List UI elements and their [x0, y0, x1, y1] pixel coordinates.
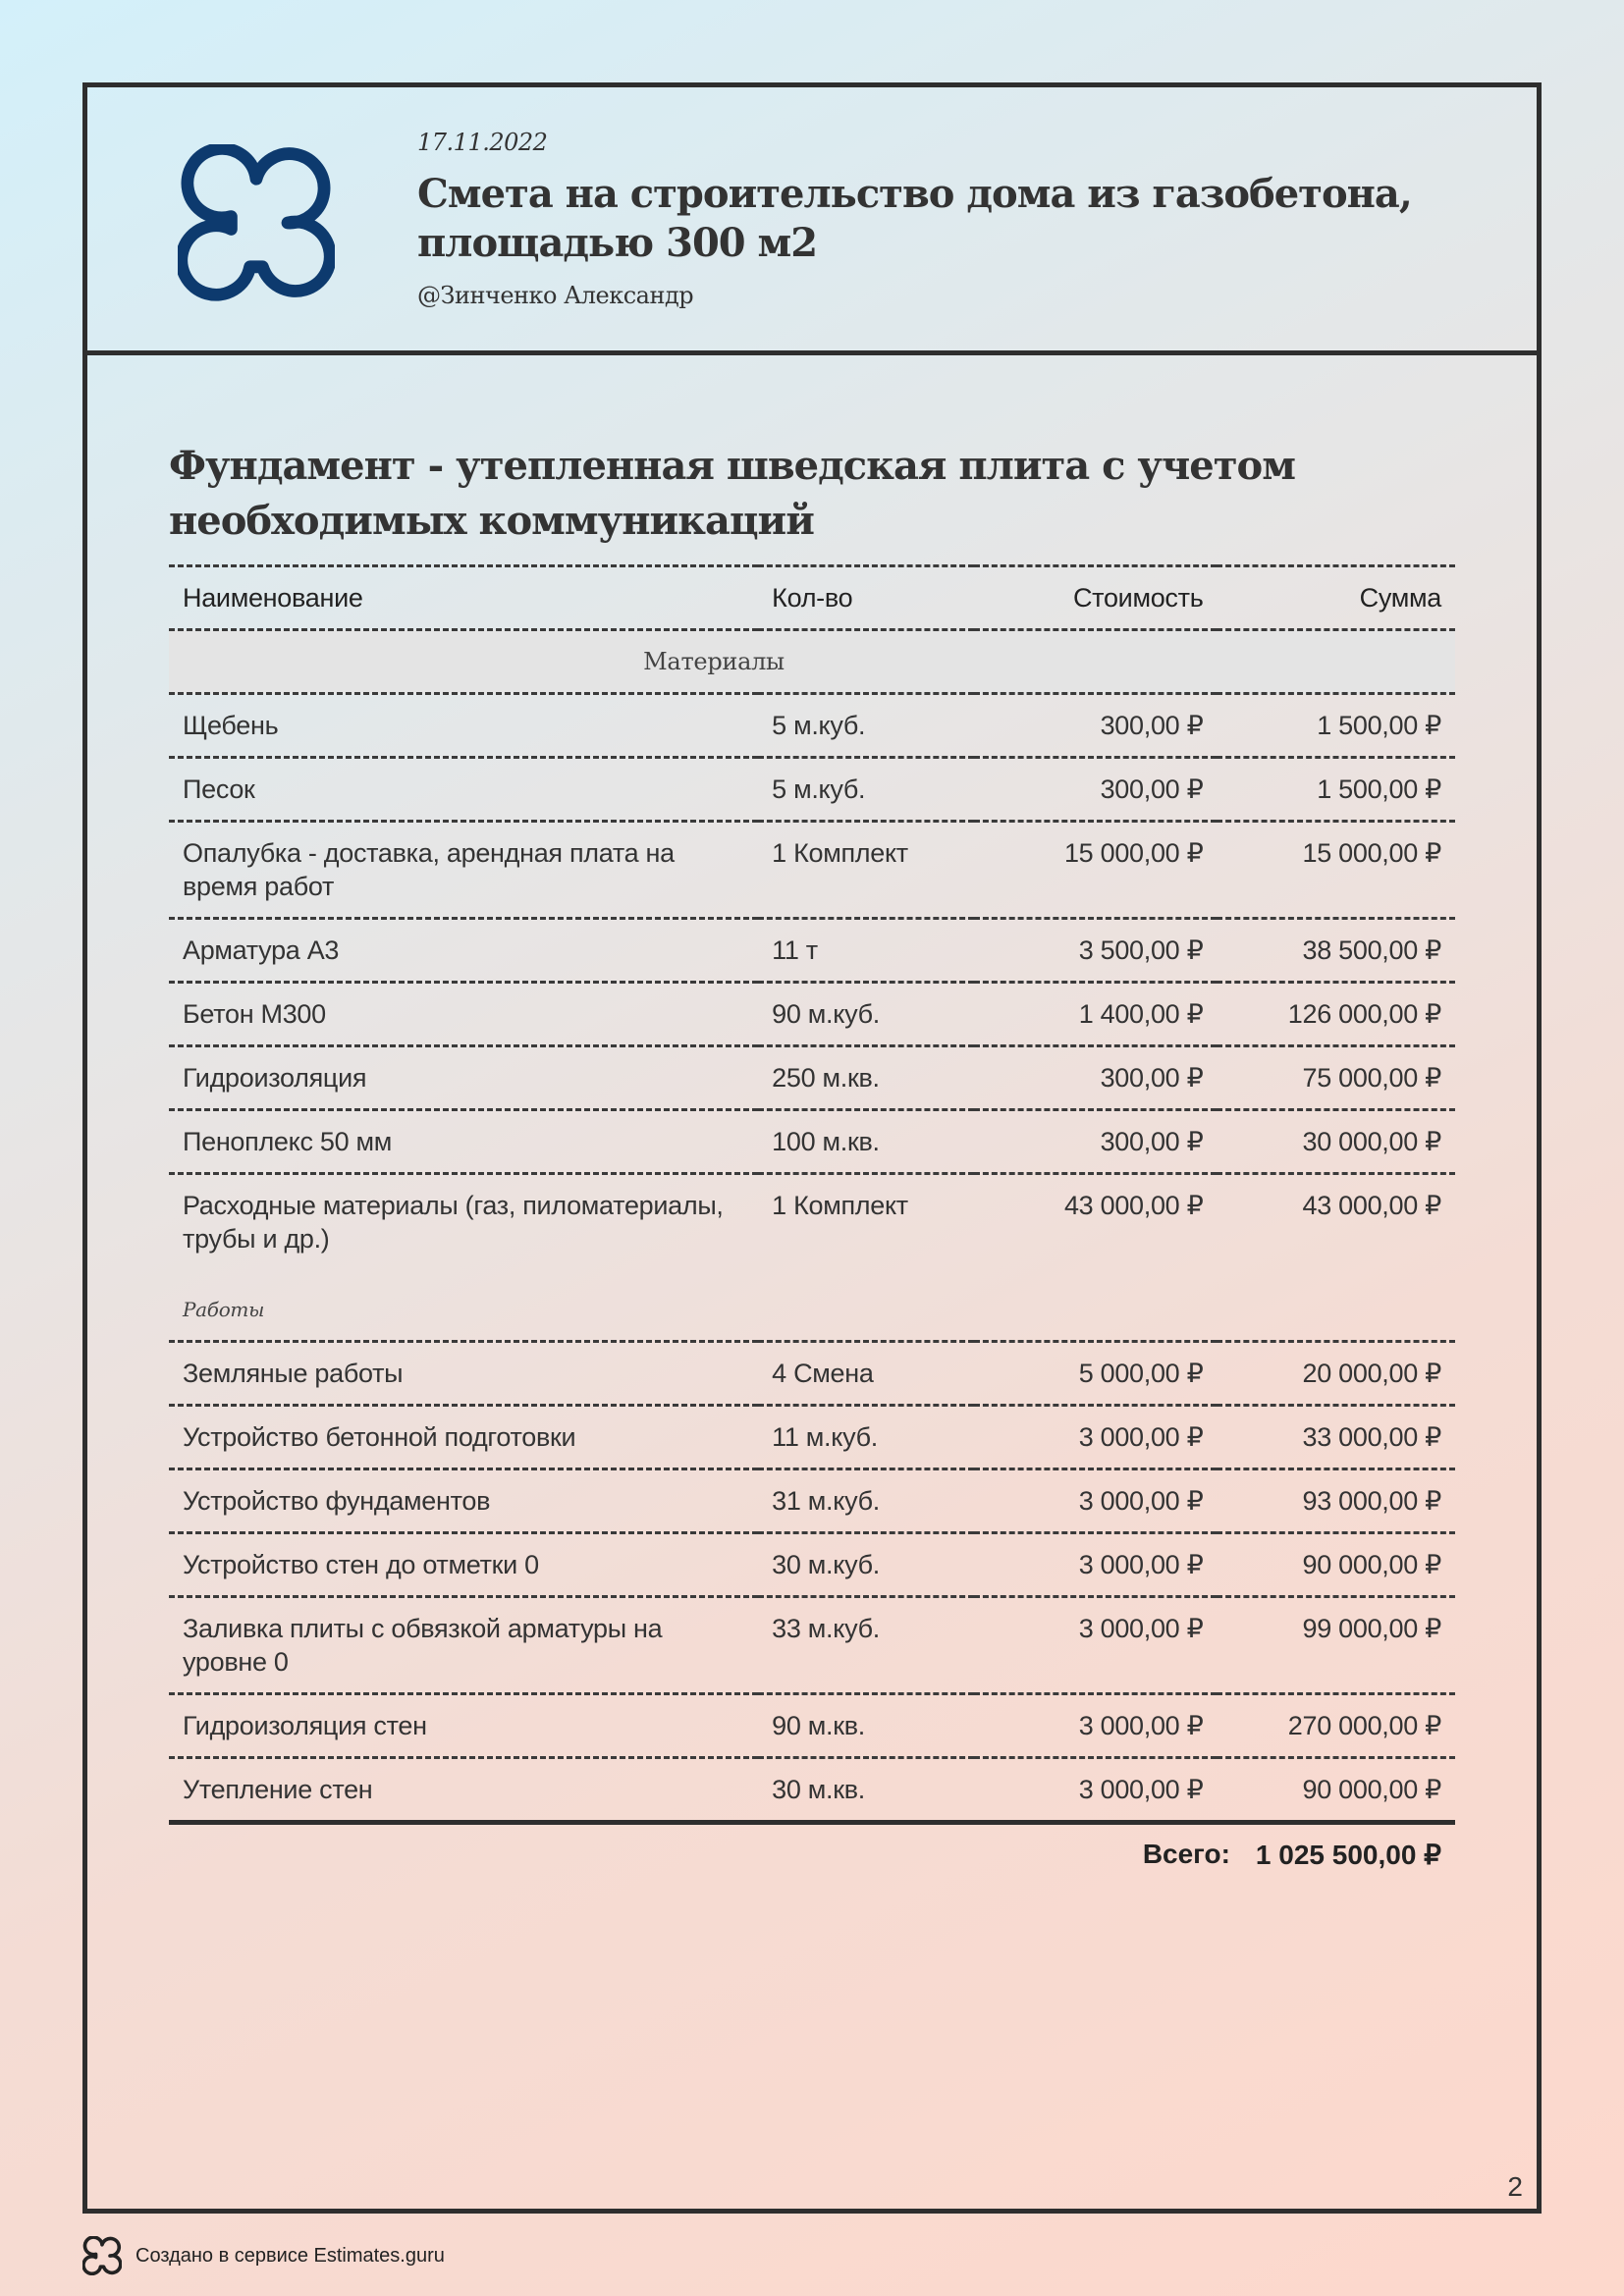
cell-name: Бетон М300	[169, 983, 758, 1046]
cell-qty: 90 м.куб.	[758, 983, 974, 1046]
table-row	[169, 1694, 1455, 1758]
group-row	[169, 1269, 1455, 1342]
page-frame	[82, 82, 1542, 2214]
page-number: 2	[1507, 2171, 1523, 2202]
cell-sum: 38 500,00 ₽	[1217, 919, 1455, 983]
column-header-name: Наименование	[169, 566, 758, 630]
clover-logo-icon	[82, 2236, 122, 2275]
table-row	[169, 1342, 1455, 1406]
cell-qty: 4 Смена	[758, 1342, 974, 1406]
table-body	[169, 630, 1455, 1823]
document-title: Смета на строительство дома из газобетона, площадью 300 м2	[417, 171, 1412, 266]
cell-qty: 30 м.кв.	[758, 1758, 974, 1823]
estimate-section	[169, 439, 1455, 1871]
cell-sum: 30 000,00 ₽	[1217, 1110, 1455, 1174]
cell-qty: 11 т	[758, 919, 974, 983]
cell-qty: 5 м.куб.	[758, 694, 974, 758]
cell-qty: 5 м.куб.	[758, 758, 974, 822]
cell-name: Песок	[169, 758, 758, 822]
group-cell	[169, 630, 1455, 694]
table-row	[169, 1046, 1455, 1110]
cell-qty: 100 м.кв.	[758, 1110, 974, 1174]
cell-price: 300,00 ₽	[974, 1110, 1217, 1174]
table-row	[169, 1758, 1455, 1823]
cell-sum: 1 500,00 ₽	[1217, 758, 1455, 822]
cell-sum: 1 500,00 ₽	[1217, 694, 1455, 758]
footer	[82, 2236, 445, 2275]
cell-name: Расходные материалы (газ, пиломатериалы, трубы и др.)	[169, 1174, 758, 1270]
cell-sum: 15 000,00 ₽	[1217, 822, 1455, 919]
cell-price: 3 000,00 ₽	[974, 1469, 1217, 1533]
group-row	[169, 630, 1455, 694]
clover-logo-icon	[178, 144, 335, 301]
cell-sum: 90 000,00 ₽	[1217, 1758, 1455, 1823]
cell-sum: 270 000,00 ₽	[1217, 1694, 1455, 1758]
column-header-sum: Сумма	[1217, 566, 1455, 630]
group-cell	[169, 1269, 1455, 1342]
document-author: @Зинченко Александр	[417, 282, 694, 309]
cell-name: Устройство стен до отметки 0	[169, 1533, 758, 1597]
table-row	[169, 1110, 1455, 1174]
cell-sum: 93 000,00 ₽	[1217, 1469, 1455, 1533]
cell-price: 300,00 ₽	[974, 758, 1217, 822]
cell-name: Устройство фундаментов	[169, 1469, 758, 1533]
cell-price: 3 000,00 ₽	[974, 1758, 1217, 1823]
table-row	[169, 983, 1455, 1046]
table-row	[169, 1597, 1455, 1694]
table-row	[169, 822, 1455, 919]
total-value: 1 025 500,00 ₽	[1255, 1840, 1441, 1870]
footer-credit: Создано в сервисе Estimates.guru	[135, 2244, 445, 2267]
cell-name: Устройство бетонной подготовки	[169, 1406, 758, 1469]
table-row	[169, 694, 1455, 758]
cell-qty: 31 м.куб.	[758, 1469, 974, 1533]
cell-price: 43 000,00 ₽	[974, 1174, 1217, 1270]
group-label: Материалы	[643, 648, 785, 675]
cell-sum: 75 000,00 ₽	[1217, 1046, 1455, 1110]
cell-price: 3 000,00 ₽	[974, 1406, 1217, 1469]
cell-sum: 126 000,00 ₽	[1217, 983, 1455, 1046]
document-date: 17.11.2022	[417, 129, 548, 156]
total-row	[169, 1839, 1455, 1871]
group-label: Работы	[183, 1298, 265, 1321]
cell-price: 5 000,00 ₽	[974, 1342, 1217, 1406]
cell-name: Гидроизоляция стен	[169, 1694, 758, 1758]
cell-name: Земляные работы	[169, 1342, 758, 1406]
table-header-row	[169, 566, 1455, 630]
cell-name: Заливка плиты с обвязкой арматуры на уровне 0	[169, 1597, 758, 1694]
column-header-price: Стоимость	[974, 566, 1217, 630]
table-row	[169, 1533, 1455, 1597]
document-header	[87, 87, 1537, 355]
cell-qty: 30 м.куб.	[758, 1533, 974, 1597]
cell-name: Щебень	[169, 694, 758, 758]
cell-name: Опалубка - доставка, арендная плата на время работ	[169, 822, 758, 919]
cell-sum: 33 000,00 ₽	[1217, 1406, 1455, 1469]
cell-sum: 20 000,00 ₽	[1217, 1342, 1455, 1406]
cell-price: 3 000,00 ₽	[974, 1597, 1217, 1694]
cell-price: 1 400,00 ₽	[974, 983, 1217, 1046]
cell-price: 300,00 ₽	[974, 1046, 1217, 1110]
table-row	[169, 758, 1455, 822]
cell-name: Гидроизоляция	[169, 1046, 758, 1110]
cell-name: Утепление стен	[169, 1758, 758, 1823]
cell-sum: 99 000,00 ₽	[1217, 1597, 1455, 1694]
estimate-table	[169, 564, 1455, 1825]
cell-price: 3 500,00 ₽	[974, 919, 1217, 983]
table-row	[169, 1469, 1455, 1533]
cell-qty: 250 м.кв.	[758, 1046, 974, 1110]
cell-name: Пеноплекс 50 мм	[169, 1110, 758, 1174]
cell-qty: 33 м.куб.	[758, 1597, 974, 1694]
table-row	[169, 1406, 1455, 1469]
cell-price: 15 000,00 ₽	[974, 822, 1217, 919]
header-text	[417, 129, 1497, 309]
cell-price: 3 000,00 ₽	[974, 1533, 1217, 1597]
cell-qty: 11 м.куб.	[758, 1406, 974, 1469]
table-row	[169, 1174, 1455, 1270]
cell-price: 300,00 ₽	[974, 694, 1217, 758]
table-row	[169, 919, 1455, 983]
cell-qty: 1 Комплект	[758, 1174, 974, 1270]
section-title: Фундамент - утепленная шведская плита с учетом необходимых коммуникаций	[169, 443, 1295, 544]
cell-sum: 43 000,00 ₽	[1217, 1174, 1455, 1270]
total-label: Всего:	[1142, 1839, 1230, 1869]
cell-qty: 90 м.кв.	[758, 1694, 974, 1758]
cell-qty: 1 Комплект	[758, 822, 974, 919]
cell-sum: 90 000,00 ₽	[1217, 1533, 1455, 1597]
cell-price: 3 000,00 ₽	[974, 1694, 1217, 1758]
column-header-qty: Кол-во	[758, 566, 974, 630]
cell-name: Арматура А3	[169, 919, 758, 983]
